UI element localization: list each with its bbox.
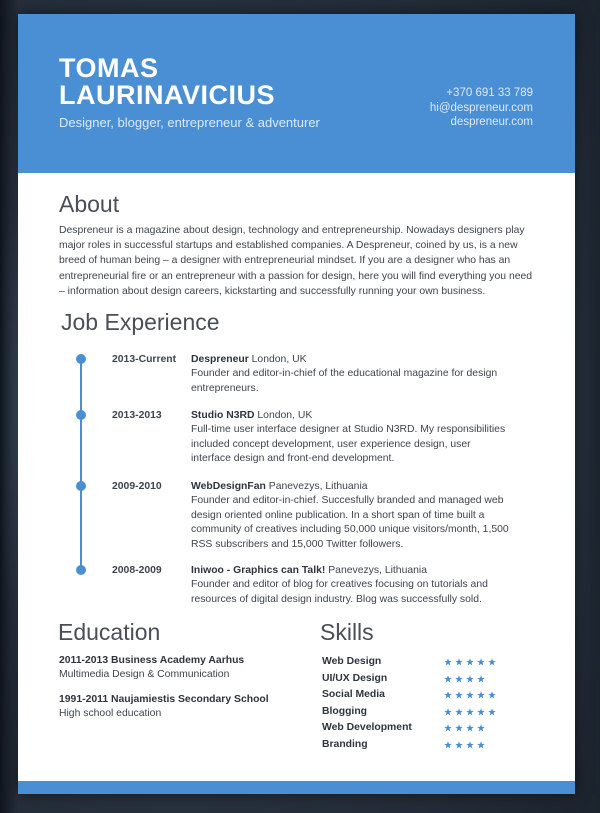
job-location: London, UK [257, 410, 313, 421]
star-icon [455, 691, 463, 699]
about-text: Despreneur is a magazine about design, technology and entrepreneurship. Nowadays designers play major roles in successful startups and established companies. A Despreneur, coined by us, is a new breed of human being – a designer with entrepreneurial mindset. If you are a designer who has an entrepreneurial fire or an entrepreneur with a passion for design, here you will find everything you need – information about design careers, kickstarting and successfully running your own business. [59, 225, 533, 297]
phone-number: +370 691 33 789 [446, 87, 533, 99]
job-location: London, UK [251, 354, 307, 365]
star-icon [455, 675, 463, 683]
star-icon [444, 675, 452, 683]
star-icon [444, 741, 452, 749]
education-school: 1991-2011 Naujamiestis Secondary School [59, 694, 269, 705]
email-address: hi@despreneur.com [429, 101, 533, 114]
job-description: Founder and editor-in-chief. Succesfully branded and managed web design oriented online publication. In a short span of time built a community of creatives including 50,000 unique visitors/month, 1,500 RSS subscribers and 15,000 Twitter followers. [191, 495, 509, 550]
star-icon [477, 708, 485, 716]
education-item [59, 693, 289, 721]
skill-row [322, 738, 552, 755]
tagline: Designer, blogger, entrepreneur & adventurer [59, 115, 320, 130]
star-icon [466, 741, 474, 749]
skill-rating [444, 688, 496, 702]
education-school: 2011-2013 Business Academy Aarhus [59, 655, 245, 666]
education-title: Education [58, 619, 161, 645]
job-description: Founder and editor-in-chief of the educational magazine for design entrepreneurs. [191, 368, 498, 394]
star-icon [477, 724, 485, 732]
resume-header [18, 14, 575, 173]
last-name: LAURINAVICIUS [59, 80, 276, 110]
skill-name: Web Development [322, 722, 412, 733]
skills-title: Skills [320, 619, 374, 645]
job-company: WebDesignFan [191, 481, 266, 492]
star-icon [455, 724, 463, 732]
education-program: Multimedia Design & Communication [59, 669, 230, 680]
skill-name: Branding [322, 738, 368, 750]
skill-name: Blogging [322, 705, 368, 717]
job-heading [191, 408, 511, 423]
full-name [59, 55, 275, 109]
website-url: despreneur.com [450, 116, 533, 128]
experience-title: Job Experience [61, 309, 220, 335]
skill-name: Social Media [322, 689, 385, 700]
skill-rating [444, 672, 485, 686]
star-icon [477, 675, 485, 683]
resume-page [18, 14, 575, 794]
job-heading [191, 352, 511, 367]
skill-rating [444, 738, 485, 752]
timeline-dot [76, 481, 86, 491]
skill-row [322, 705, 552, 722]
timeline-dot [76, 410, 86, 420]
job-location: Panevezys, Lithuania [328, 565, 428, 576]
star-icon [455, 658, 463, 666]
skills-list [322, 655, 552, 754]
job-period: 2013-2013 [112, 410, 162, 421]
timeline-dot [76, 354, 86, 364]
skill-rating [444, 655, 496, 669]
job-company: Studio N3RD [191, 410, 255, 421]
timeline-line [80, 357, 82, 571]
job-heading [191, 479, 511, 494]
star-icon [477, 741, 485, 749]
star-icon [444, 691, 452, 699]
job-period: 2009-2010 [112, 481, 162, 492]
education-program: High school education [59, 708, 162, 719]
star-icon [444, 724, 452, 732]
star-icon [488, 708, 496, 716]
first-name: TOMAS [59, 53, 159, 83]
skill-name: Web Design [322, 656, 382, 667]
star-icon [488, 691, 496, 699]
skill-row [322, 655, 552, 672]
star-icon [477, 658, 485, 666]
about-title: About [59, 191, 120, 217]
skill-row [322, 721, 552, 738]
job-details [191, 352, 511, 396]
footer-bar [18, 781, 575, 794]
background-blur-right [576, 0, 600, 813]
star-icon [455, 708, 463, 716]
job-details [191, 479, 511, 552]
star-icon [455, 741, 463, 749]
star-icon [444, 658, 452, 666]
job-description: Founder and editor of blog for creatives focusing on tutorials and resources of digital design industry. Blog was successfully sold. [191, 579, 488, 605]
job-description: Full-time user interface designer at Studio N3RD. My responsibilities included concept development, user experience design, user interface design and front-end development. [191, 424, 506, 465]
job-heading [191, 563, 511, 578]
star-icon [477, 691, 485, 699]
skill-name: UI/UX Design [322, 672, 388, 684]
contact-info [430, 86, 533, 130]
skill-row [322, 688, 552, 705]
job-company: Despreneur [191, 354, 249, 365]
job-period: 2013-Current [112, 354, 177, 365]
star-icon [466, 658, 474, 666]
job-details [191, 563, 511, 607]
timeline-dot [76, 565, 86, 575]
star-icon [444, 708, 452, 716]
job-location: Panevezys, Lithuania [268, 481, 368, 492]
skill-row [322, 672, 552, 689]
background-blur-left [0, 0, 18, 813]
education-item [59, 654, 289, 682]
star-icon [466, 691, 474, 699]
star-icon [466, 675, 474, 683]
star-icon [488, 658, 496, 666]
job-period: 2008-2009 [112, 565, 162, 576]
skill-rating [444, 705, 496, 719]
star-icon [466, 724, 474, 732]
job-details [191, 408, 511, 467]
job-company: Iniwoo - Graphics can Talk! [191, 565, 326, 576]
star-icon [466, 708, 474, 716]
skill-rating [444, 721, 485, 735]
